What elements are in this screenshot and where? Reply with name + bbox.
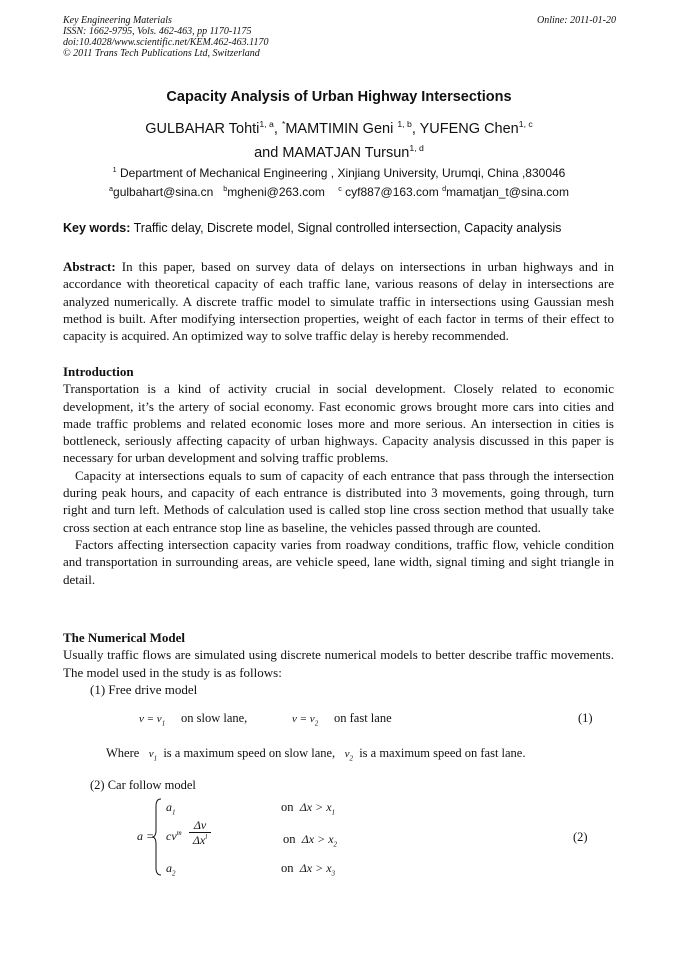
where-label: Where [106,746,140,760]
eq2-lhs-text: a = [137,829,155,843]
author-line-2 [0,145,678,161]
free-drive-label: (1) Free drive model [90,681,198,697]
eq2-cond-2-sub: 2 [333,840,338,849]
author-3: YUFENG Chen [419,121,519,137]
intro-paragraph-3: Factors affecting intersection capacity varies from roadway conditions, traffic flow, vehicle condition and transportation in surrounding areas, are vehicle speed, lane width, signal timing and sight triangle in detail. [63,536,614,587]
author-sep: , [411,121,420,137]
where-v1-sub: 1 [153,754,158,763]
affiliation-text: Department of Mechanical Engineering , Xinjiang University, Urumqi, China ,830046 [120,166,566,180]
eq2-numerator: Δv [189,818,211,833]
email-d-sup: d [442,184,447,193]
author-4: MAMATJAN Tursun [282,145,410,161]
eq1-slow-text: on slow lane, [181,711,248,725]
where-v2-sub: 2 [349,754,353,763]
journal-name: Key Engineering Materials [63,15,172,26]
eq2-case-1 [166,800,176,817]
issn-line: ISSN: 1662-9795, Vols. 462-463, pp 1170-1175 [63,26,252,37]
keywords-text: Traffic delay, Discrete model, Signal controlled intersection, Capacity analysis [133,221,562,235]
keywords-label: Key words: [63,221,131,235]
abstract [63,258,614,344]
equation-1-number: (1) [578,711,593,725]
where-v1: v [148,748,154,760]
eq2-on-2: on [283,832,296,846]
introduction-heading: Introduction [63,364,134,379]
eq2-cond-1-expr: Δx > x [299,800,332,814]
affiliation-sup: 1 [112,165,117,174]
eq2-denominator-wrap [189,833,211,847]
author-sep: , [273,121,282,137]
eq1-fast-expr-wrap [292,711,318,728]
paper-title: Capacity Analysis of Urban Highway Intersections [166,89,512,105]
intro-paragraph-1: Transportation is a kind of activity crucial in social development. Closely related to economic development, it’s the artery of social economy. Fast economic grows brought more cars into cities and made traffic problems and related economic loses more and more serious. An intersection in cities is bottleneck, seriously affecting capacity of urban highways. Capacity analysis discussed in this paper is necessary for urban development and solving traffic problems. [63,381,614,466]
abstract-label: Abstract: [63,259,116,274]
model-section [63,629,614,698]
author-1-sup: 1, a [259,119,274,130]
eq2-case-2 [166,829,182,844]
where-line [106,746,525,763]
eq2-cond-3-sub: 3 [331,869,336,878]
eq2-case-1-sub: 1 [172,808,176,817]
author-2-sup: 1, b [397,119,412,130]
running-header [63,15,268,59]
email-a-sup: a [109,184,114,193]
abstract-text: In this paper, based on survey data of delays on intersections in urban highways and in accordance with theoretical capacity of each traffic lane, various reasons of delay in intersections are analyzed numerically. A discrete traffic model to simulate traffic in intersections using Gaussian mesh method is built. After modifying intersection properties, weight of each factor in terms of their effect to capacity is acquired. An optimized way to solve traffic delay is hereby recommended. [63,259,614,344]
eq1-slow-sub: 1 [161,719,166,728]
affiliation [0,166,678,180]
email-c: cyf887@163.com [345,185,439,199]
eq2-fraction [189,818,211,847]
eq2-case-1-expr: a [166,800,172,814]
eq2-case-3-expr: a [166,861,172,875]
model-heading: The Numerical Model [63,630,186,645]
eq1-fast-expr: v = v [292,713,315,725]
eq2-cond-3-expr: Δx > x [299,861,332,875]
where-v2: v [344,748,350,760]
keywords [63,221,614,235]
email-d: mamatjan_t@sina.com [446,185,569,199]
where-mid-text: is a maximum speed on slow lane, [163,746,336,760]
eq2-brace [151,798,163,876]
eq2-cond-3 [281,861,335,878]
eq2-denominator: Δx [192,833,206,847]
eq1-fast-text: on fast lane [334,711,392,725]
email-b-sup: b [223,184,228,193]
author-3-sup: 1, c [518,119,533,130]
email-b: mgheni@263.com [227,185,325,199]
eq2-cond-1-sub: 1 [331,808,336,817]
eq2-denominator-sup: l [205,832,208,841]
corresponding-mark: * [281,119,286,130]
model-paragraph-1: Usually traffic flows are simulated using discrete numerical models to better describe traffic movements. The model used in the study is as follows: [63,647,614,680]
author-4-sup: 1, d [409,143,424,154]
doi-line: doi:10.4028/www.scientific.net/KEM.462-463.1170 [63,37,269,48]
author-and: and [254,145,283,161]
intro-paragraph-2: Capacity at intersections equals to sum of capacity of each entrance that pass through the intersection during peak hours, and capacity of each entrance is distributed into 3 movements, going through, turn right and turn left. Methods of calculation used is called stop line cross section method that usually take cross section at each entrance stop line as baseline, the vehicles passed through are counted. [63,467,614,535]
eq1-slow-expr: v = v [139,713,162,725]
copyright-line: © 2011 Trans Tech Publications Ltd, Switzerland [63,48,260,59]
author-1: GULBAHAR Tohti [145,121,260,137]
eq2-case-2-expr: cv [166,829,177,843]
eq2-case-2-sup: m [176,828,182,837]
eq1-fast-sub: 2 [314,719,319,728]
email-line [0,185,678,199]
where-end-text: is a maximum speed on fast lane. [359,746,526,760]
eq2-cond-2-expr: Δx > x [301,832,334,846]
online-date: Online: 2011-01-20 [537,15,616,26]
introduction-section [63,363,614,588]
author-line-1 [0,121,678,137]
equation-2-number: (2) [573,830,588,844]
email-c-sup: c [338,184,342,193]
car-follow-label: (2) Car follow model [90,778,196,792]
eq2-cond-2 [283,832,337,849]
eq2-on-1: on [281,800,294,814]
author-2: MAMTIMIN Geni [285,121,398,137]
eq2-on-3: on [281,861,294,875]
eq2-case-3 [166,861,176,878]
equation-1 [139,711,165,728]
email-a: gulbahart@sina.cn [113,185,214,199]
eq2-case-3-sub: 2 [172,869,176,878]
eq2-cond-1 [281,800,335,817]
